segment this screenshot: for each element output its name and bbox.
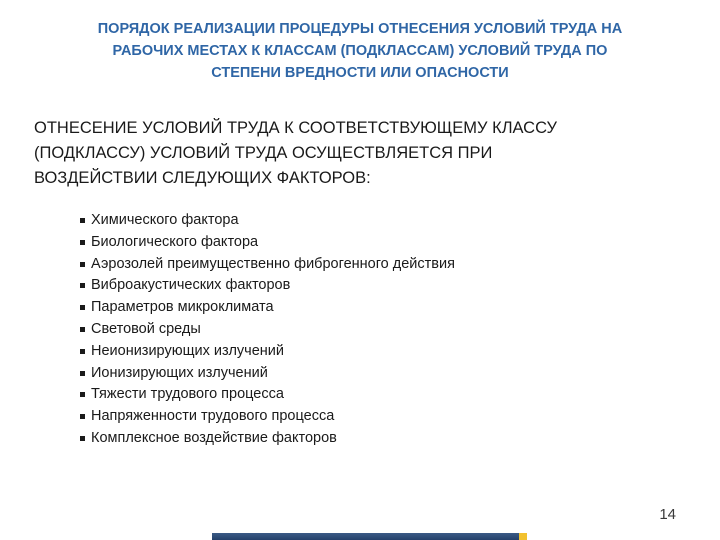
intro-paragraph — [34, 116, 694, 191]
factor-label: Параметров микроклимата — [91, 299, 274, 316]
factor-label: Химического фактора — [91, 212, 239, 228]
factor-label: Ионизирующих излучений — [91, 364, 268, 381]
footer-bar — [212, 533, 519, 540]
intro-line: ВОЗДЕЙСТВИИ СЛЕДУЮЩИХ ФАКТОРОВ: — [34, 169, 371, 187]
factor-label: Тяжести трудового процесса — [91, 386, 284, 403]
slide-title — [20, 18, 700, 84]
intro-line: (ПОДКЛАССУ) УСЛОВИЙ ТРУДА ОСУЩЕСТВЛЯЕТСЯ ПРИ — [34, 144, 493, 162]
factor-item — [80, 254, 455, 276]
factor-item — [80, 384, 455, 406]
square-bullet-icon — [80, 349, 85, 354]
page-number: 14 — [659, 506, 676, 523]
square-bullet-icon — [80, 262, 85, 267]
square-bullet-icon — [80, 392, 85, 397]
square-bullet-icon — [80, 436, 85, 441]
square-bullet-icon — [80, 327, 85, 332]
factor-label: Неионизирующих излучений — [91, 342, 285, 359]
square-bullet-icon — [80, 283, 85, 288]
factor-item — [80, 406, 455, 428]
factor-item — [80, 341, 455, 363]
factor-item — [80, 297, 455, 319]
square-bullet-icon — [80, 240, 85, 245]
factor-item — [80, 428, 455, 450]
factor-label: Напряженности трудового процесса — [91, 408, 335, 425]
footer-accent — [519, 533, 527, 540]
factor-label: Виброакустических факторов — [91, 277, 291, 294]
factor-item — [80, 363, 455, 385]
square-bullet-icon — [80, 371, 85, 376]
factor-item — [80, 210, 455, 232]
intro-line: ОТНЕСЕНИЕ УСЛОВИЙ ТРУДА К СООТВЕТСТВУЮЩЕМУ КЛАССУ — [34, 119, 557, 137]
factor-item — [80, 319, 455, 341]
square-bullet-icon — [80, 414, 85, 419]
slide-title-line: ПОРЯДОК РЕАЛИЗАЦИИ ПРОЦЕДУРЫ ОТНЕСЕНИЯ УСЛОВИЙ ТРУДА НА — [97, 21, 623, 37]
square-bullet-icon — [80, 305, 85, 310]
factor-label: Биологического фактора — [91, 233, 259, 250]
factor-list — [80, 210, 455, 450]
factor-item — [80, 232, 455, 254]
slide-title-line: СТЕПЕНИ ВРЕДНОСТИ ИЛИ ОПАСНОСТИ — [211, 65, 509, 81]
slide-title-line: РАБОЧИХ МЕСТАХ К КЛАССАМ (ПОДКЛАССАМ) УСЛОВИЙ ТРУДА ПО — [112, 43, 608, 59]
square-bullet-icon — [80, 218, 85, 223]
factor-label: Комплексное воздействие факторов — [91, 429, 337, 446]
factor-label: Аэрозолей преимущественно фиброгенного действия — [91, 255, 455, 272]
factor-label: Световой среды — [91, 320, 201, 337]
factor-item — [80, 275, 455, 297]
